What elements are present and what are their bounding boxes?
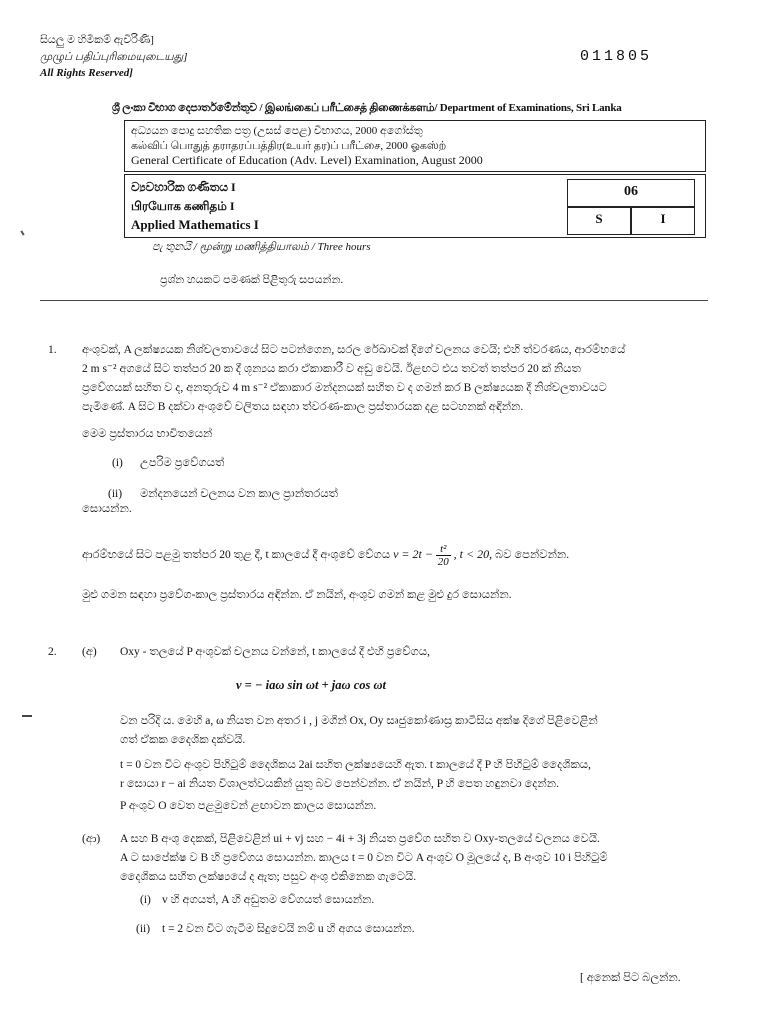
department-line: ශ්‍රී ලංකා විභාග දෙපාර්තමේන්තුව / இலங்கைப் பரீட்சைத் திணைக்களம்/ Department of Examinations, Sri Lanka [112, 102, 622, 114]
rights-tamil: முழுப் பதிப்புரிமையுடையது] [40, 51, 188, 63]
scan-mark [22, 715, 32, 717]
q1-speed-eq: v = 2t − [393, 547, 433, 562]
q2-a-text [120, 712, 710, 750]
q2-b-line-2: A ට සාපේක්ෂ ව B හි ප්‍රවේගය සොයන්න. කාලය t = 0 වන විට A අංශුව O මූලයේ ද, B අංශුව 10 i පිහිටුම් [120, 852, 608, 864]
q2-b-line-3: දෛශිකය සහිත ලක්ෂ්‍යයේ ද ඇත; පසුව අංශු එකිනෙක ගැටෙයි. [120, 871, 417, 883]
scan-mark [20, 230, 24, 235]
q2-b-text [120, 830, 710, 887]
q1-line-3: ප්‍රවේගයක් සහිත ව ද, අනතුරුව 4 m s⁻² ඒකාකාර මන්දනයක් සහිත ව ද ගමන් කර B ලක්ෂ්‍යයක දී නිශ්චලතාවයට [82, 382, 607, 394]
q2-number: 2. [48, 646, 57, 658]
q2-a-label: (අ) [82, 646, 97, 658]
q2-b-ii-label: (ii) [136, 923, 151, 935]
q2-b-i-text: v හි අගයත්, A හි අඩුතම වේගයත් සොයන්න. [162, 894, 375, 906]
q1-show-pre: ආරම්භයේ සිට පළමු තත්පර 20 තුළ දී, t කාලයේ දී අංශුවේ වේගය [82, 549, 391, 562]
duration: පැ තුනයි / மூன்று மணித்தியாலம் / Three hours [152, 241, 371, 253]
instruction: ප්‍රශ්න හයකට පමණක් පිළිතුරු සපයන්න. [160, 274, 344, 286]
rights-english: All Rights Reserved] [40, 67, 133, 79]
q1-line-4: පැමිණේ. A සිට B දක්වා අංශුවේ චලිතය සඳහා ත්වරණ-කාල ප්‍රස්තාරයක දළ සටහනක් අඳින්න. [82, 401, 524, 413]
subject-english: Applied Mathematics I [131, 217, 259, 232]
q1-speed-fraction [436, 543, 451, 568]
q2-b-line-1: A සහ B අංශු දෙකක්, පිළිවෙළින් ui + vj සහ − 4i + 3j නියත ප්‍රවේග සහිත ව Oxy-තලයේ චලනය වෙයි. [120, 833, 600, 845]
q1-show-line [82, 543, 569, 568]
q1-line-1: අංශුවක්, A ලක්ෂ්‍යයක නිශ්චලතාවයේ සිට පටන්ගෙන, සරල රේඛාවක් දිගේ චලනය වෙයි; එහි ත්වරණය, ආරම්භයේ [82, 344, 626, 356]
exam-title-sinhala: අධ්‍යයන පොදු සහතික පත්‍ර (උසස් පෙළ) විභාගය, 2000 අගෝස්තු [131, 125, 423, 137]
q2-b-label: (ආ) [82, 833, 101, 845]
subject-box [124, 174, 706, 238]
exam-title-box [124, 120, 706, 172]
q2-b-ii-text: t = 2 වන විට ගැටීම සිදුවෙයි නම් u හි අගය සොයන්න. [162, 923, 415, 935]
q1-number: 1. [48, 344, 57, 356]
q1-last-line: මුළු ගමන සඳහා ප්‍රවේග-කාල ප්‍රස්තාරය අඳින්න. ඒ නයින්, අංශුව ගමන් කළ මුළු දුර සොයන්න. [82, 589, 512, 601]
subject-code-i: I [660, 211, 666, 226]
q2-a-line-4: r සොයා r − ai නියත විශාලත්වයකින් යුතු බව පෙන්වන්න. ඒ නයින්, P හි පෙත හඳුනවා දෙන්න. [120, 778, 559, 790]
q1-text [82, 341, 708, 417]
q2-b-i-label: (i) [140, 894, 151, 906]
subject-code-box [567, 179, 695, 235]
q1-ii-text: මන්දනයෙන් චලනය වන කාල ප්‍රාන්තරයත් [140, 488, 338, 500]
subject-sinhala: ව්‍යවහාරික ගණිතය I [131, 180, 236, 194]
rights-sinhala: සියලු ම හිමිකම් ඇවිරිණි] [40, 34, 154, 46]
turn-over-note: [ අනෙක් පිට බලන්න. [580, 972, 681, 984]
q1-using-graph: මෙම ප්‍රස්තාරය භාවිතයෙන් [82, 428, 213, 440]
q2-a-line-2: ගත් ඒකක දෛශික දක්වයි. [120, 734, 246, 746]
exam-title-english: General Certificate of Education (Adv. Level) Examination, August 2000 [131, 153, 483, 167]
q1-i-label: (i) [112, 457, 123, 469]
q1-ii-label: (ii) [108, 488, 123, 500]
q2-a-intro: Oxy - තලයේ P අංශුවක් චලනය වන්නේ, t කාලයේ දී එහි ප්‍රවේගය, [120, 646, 430, 658]
q1-i-text: උපරිම ප්‍රවේගයත් [140, 457, 225, 469]
serial-number: 011805 [580, 48, 653, 65]
q1-speed-cond: , t < 20, [453, 547, 493, 562]
q2-a-line-1: වන පරිදි ය. මෙහි a, ω නියත වන අතර i , j මගින් Ox, Oy සෘජුකෝණාස්‍ර කාටීසිය අක්ෂ දිගේ පිළිවෙළින් [120, 715, 598, 727]
exam-title-tamil: கல்விப் பொதுத் தராதரப்பத்திர(உயர் தர)ப் பரீட்சை, 2000 ஓகஸ்ற் [131, 140, 447, 152]
q2-a-text-2 [120, 756, 710, 794]
q2-a-line-3: t = 0 වන විට අංශුව පිහිටුම් දෛශිකය 2ai සහිත ලක්ෂ්‍යයෙහි ඇත. t කාලයේ දී P හි පිහිටුම් දෛශිකය, [120, 759, 591, 771]
q1-frac-den: 20 [437, 556, 449, 568]
subject-tamil: பிரயோக கணிதம் I [131, 199, 235, 213]
q1-frac-num: t² [436, 543, 451, 556]
q1-line-2: 2 m s⁻² අගයේ සිට තත්පර 20 ක දී ශූන්‍යය කරා ඒකාකාරී ව අඩු වෙයි. ඊළඟට එය තවත් තත්පර 20 ක් නියත [82, 363, 581, 375]
subject-code-s: S [595, 211, 603, 226]
q2-a-line-5: P අංශුව O වෙත පළමුවෙන් ළඟාවන කාලය සොයන්න. [120, 800, 377, 812]
q2-velocity-eq: v = − iaω sin ωt + jaω cos ωt [236, 678, 386, 692]
header-rule [40, 300, 708, 301]
subject-code: 06 [624, 184, 638, 199]
q1-find: සොයන්න. [82, 503, 132, 515]
q1-show-post: බව පෙන්වන්න. [494, 549, 570, 562]
